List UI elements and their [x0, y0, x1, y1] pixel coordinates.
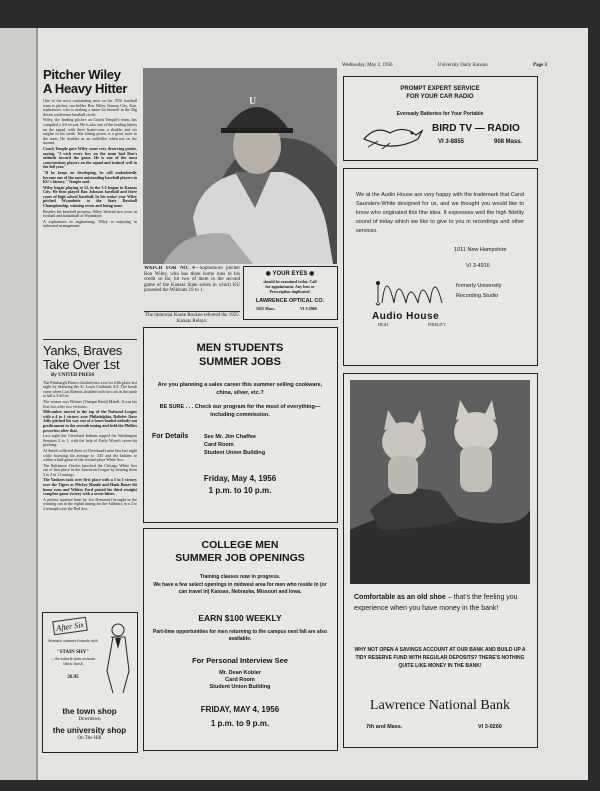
- cap-letter: U: [249, 96, 257, 107]
- optical-line-2: for appointment. Any lens or: [265, 284, 315, 289]
- bird-business-name: BIRD TV — RADIO: [432, 123, 520, 134]
- photo-caption: [144, 266, 240, 310]
- optical-title: YOUR EYES: [272, 271, 308, 277]
- audio-house-ad: [343, 168, 538, 366]
- jobs2-title-2: SUMMER JOB OPENINGS: [175, 552, 305, 564]
- bird-address: 908 Mass.: [494, 139, 523, 145]
- yanks-paragraph: The Yankees took over first place with a 5 to 1 victory over the Tigers as Mickey Mantle and Hank Bauer hit home runs and Whitey Ford posted his third straight complete game victory with a seven-hitter.: [43, 477, 137, 497]
- optical-line-1: should be examined today. Call: [263, 279, 317, 284]
- audio-address: 1011 New Hampshire: [454, 247, 507, 253]
- bird-line-1: PROMPT EXPERT SERVICE: [400, 86, 480, 92]
- college-men-jobs-ad: [143, 528, 338, 751]
- wiley-paragraph: Wiley began playing at 12, in the 3-2 league in Kansas City. He then played Ban Johnson baseball and three years of high school baseball. In his senior year Wiley pitched Wyandotte to the State Baseball Championship, winning seven and losing none.: [43, 184, 137, 209]
- bank-why: WHY NOT OPEN A SAVINGS ACCOUNT AT OUR BANK AND BUILD UP A TIDY RESERVE FUND WITH REGULAR DEPOSITS? THERE'S NOTHING QUITE LIKE MONEY IN THE BANK!: [354, 647, 526, 669]
- men-students-jobs-ad: [143, 327, 338, 523]
- audio-logo-fidelity: FIDELITY: [428, 322, 446, 327]
- wiley-paragraph: Besides his baseball prowess, Wiley lettered two years in football and basketball at Wyandotte.: [43, 208, 137, 219]
- university-shop-location: On The Hill: [77, 736, 102, 741]
- jobs1-date: Friday, May 4, 1956: [203, 474, 277, 483]
- eye-icon: ◉: [265, 271, 271, 277]
- wiley-story: [43, 68, 137, 336]
- bank-name: Lawrence National Bank: [370, 698, 510, 713]
- jobs1-contact-3: Student Union Building: [204, 450, 266, 456]
- header-date: Wednesday, May 2, 1956: [342, 63, 393, 68]
- jobs2-contact-1: Mr. Dean Kobler: [219, 670, 261, 676]
- bank-headline-block: [354, 592, 530, 614]
- wiley-headline-line-2: A Heavy Hitter: [43, 81, 128, 96]
- yanks-paragraph: The Baltimore Orioles knocked the Chicago White Sox out of first place in the American League by beating them 3 to 2 in 11 innings.: [43, 462, 137, 477]
- yanks-paragraph: Last night the Cleveland Indians topped the Washington Senators 2 to 1, with the help of Early Wynn's seven-hit pitching.: [43, 433, 137, 448]
- audio-logo-high: HIGH: [378, 322, 388, 327]
- optical-title-row: [244, 270, 336, 277]
- optical-company-name: LAWRENCE OPTICAL CO.: [255, 298, 325, 304]
- audio-house-logo: Audio House: [372, 311, 440, 322]
- formal-wear-figure-illustration: [101, 621, 135, 695]
- column-rule: [144, 311, 240, 312]
- page-binding-edge: [0, 28, 38, 780]
- jobs1-title-2: SUMMER JOBS: [199, 356, 281, 368]
- town-shop-stain-shy: "STAIN SHY": [57, 650, 89, 655]
- eye-icon: ◉: [309, 271, 315, 277]
- bank-copy: – that's the feeling you experience when you have money in the bank!: [354, 594, 518, 612]
- bird-phone: VI 3-8855: [438, 139, 465, 145]
- relays-filler: The immortal Knute Rockne refereed the 1925 Kansas Relays.: [145, 313, 239, 324]
- optical-phone: VI 3-2966: [300, 306, 317, 311]
- jobs2-interview: For Personal Interview See: [192, 656, 288, 665]
- wiley-headline-line-1: Pitcher Wiley: [43, 68, 121, 82]
- yanks-paragraph: A perfect squeeze bunt by Joe Demaestri brought in the winning run in the eighth inning for the Athletics in a 3 to 2 triumph over the Red Sox.: [43, 496, 137, 512]
- yanks-paragraph: Milwaukee moved to the top of the National League with a 4 to 1 victory over Philadelphia. Reliefer Dave Jolly pitched his way out of a bases-loaded nobody-out predicament in the seventh inning and held the Phillies powerless after that.: [43, 409, 137, 433]
- town-shop-location: Downtown: [78, 717, 101, 722]
- wiley-paragraph: A sophomore in engineering, Wiley is majoring in industrial management.: [43, 218, 137, 229]
- town-shop-copy-1: dramatic summer formals with: [48, 638, 98, 643]
- wiley-paragraph: One of the most outstanding men on the 1956 baseball team is pitcher, out-fielder Ron Wiley, Kansas City, Kan. sophomore, who is making a name for himself in the Big Seven conference baseball circle.: [43, 98, 137, 117]
- photo-caption-lead: WATCH FOR NO. 4: [144, 266, 195, 271]
- jobs1-details-label: For Details: [152, 433, 189, 440]
- jobs2-earn: EARN $100 WEEKLY: [198, 613, 282, 623]
- jobs1-question: Are you planning a sales career this summer selling cookware, china, silver, etc.?: [157, 382, 323, 396]
- yanks-paragraph: Al Smith collected three of Cleveland's nine hits last night while boosting his average to .345 and the Indians to within a half-game of the second-place White Sox.: [43, 447, 137, 463]
- jobs2-title-1: COLLEGE MEN: [201, 539, 279, 551]
- bird-line-2: FOR YOUR CAR RADIO: [406, 94, 474, 100]
- audio-formerly-2: Recording Studio: [456, 293, 499, 299]
- jobs2-date: FRIDAY, MAY 4, 1956: [200, 705, 280, 714]
- bank-phone: VI 3-0260: [478, 724, 502, 730]
- audio-formerly-1: formerly University: [456, 283, 502, 289]
- yanks-headline-line-2: Take Over 1st: [43, 357, 120, 372]
- kittens-shoe-illustration: [350, 380, 530, 584]
- bird-tv-radio-ad: [343, 76, 538, 161]
- header-page: Page 3: [532, 63, 547, 68]
- town-shop-ad: [42, 612, 138, 753]
- town-shop-name: the town shop: [62, 707, 117, 716]
- jobs1-time: 1 p.m. to 10 p.m.: [208, 486, 272, 495]
- yanks-byline: By UNITED PRESS: [51, 373, 95, 378]
- photo-caption-text: —Sophomore pitcher Ron Wiley, who has three home runs to his credit so far, hit two of them in the second game of the Kansas State series in which KU pounded the Wildcats 19 to 1.: [144, 266, 240, 294]
- jobs1-title-1: MEN STUDENTS: [196, 342, 284, 354]
- yanks-paragraph: The winner was Wilmer (Vinegar Bend) Mizell. It was his first loss after two victories.: [43, 398, 137, 409]
- jobs2-contact-2: Card Room: [225, 677, 255, 683]
- town-shop-price: 26.95: [67, 675, 79, 680]
- wiley-paragraph: "If he keeps on developing, he will undoubtedly become one of the most outstanding baseball players in KU's history," Temple said.: [43, 169, 137, 185]
- column-rule: [43, 339, 137, 340]
- yanks-story: [43, 344, 137, 606]
- jobs2-contact-3: Student Union Building: [209, 684, 271, 690]
- wiley-paragraph: Wiley, the leading pitcher on Coach Temple's team, has compiled a 4-0 record. He is also one of the leading hitters on the squad, with three home-runs, a double, and six singles to his credit. His hitting power is a great asset to the team. He doubles as an outfielder when not on the mound.: [43, 117, 137, 146]
- yanks-headline-line-1: Yanks, Braves: [43, 344, 122, 358]
- town-shop-copy-3: ... the miracle stain resistant fabric finish: [50, 656, 96, 666]
- audio-phone: VI 3-4916: [466, 263, 490, 269]
- kittens-in-shoe-photo: [350, 380, 530, 584]
- page-header: [342, 63, 547, 71]
- wiley-paragraph: Coach Temple gave Wiley some very deserving praise, saying, "I wish every boy on the team had Ron's attitude toward the game. He is one of the most conscientious players on the squad and trained well in the fall year.": [43, 145, 137, 170]
- optical-address: 1025 Mass.: [256, 306, 275, 311]
- optical-line-3: Prescription duplicated.: [269, 289, 311, 294]
- bird-line-3: Eveready Batteries for Your Portable: [396, 111, 484, 117]
- header-paper: University Daily Kansan: [437, 63, 488, 68]
- jobs2-time: 1 p.m. to 9 p.m.: [210, 719, 270, 728]
- audio-intro: We at the Audio House are very happy with the trademark that Carol Saunders-White designed for us, and we thought you would like to know who originated this fine idea. It expresses well the high fidelity sound of today which we like to give to you in recordings and other services.: [356, 192, 524, 234]
- jobs1-contact-1: See Mr. Jim Chaffee: [204, 434, 256, 440]
- jobs2-line-1: Training classes now in progress.: [199, 574, 281, 580]
- baseball-player-photo-illustration: [143, 68, 337, 264]
- bank-address: 7th and Mass.: [366, 724, 403, 730]
- jobs1-be-sure: BE SURE . . . Check our program for the most of everything—including commission.: [159, 404, 321, 418]
- jobs2-line-3: Part-time opportunities for men returning to the campus next fall are also available.: [153, 629, 327, 642]
- lawrence-optical-ad: [243, 266, 338, 320]
- lawrence-national-bank-ad: [343, 373, 538, 748]
- jobs2-line-2: We have a few select openings in midwest area for men who reside in (or can travel in) Kansas, Nebraska, Missouri and Iowa.: [153, 582, 327, 595]
- bird-logo-icon: [360, 121, 430, 151]
- university-shop-name: the university shop: [52, 726, 127, 735]
- yanks-paragraph: The Pittsburgh Pirates climbed into a tie for fifth place last night by defeating the St. Louis Cardinals 4-3. The break came when Curt Roberts doubled with two out in the ninth to kill a 3-all tie.: [43, 379, 137, 399]
- jobs1-contact-2: Card Room: [204, 442, 234, 448]
- bank-headline: Comfortable as an old shoe: [354, 594, 446, 601]
- wiley-photo: [143, 68, 337, 264]
- after-six-logo: After Six: [52, 617, 88, 636]
